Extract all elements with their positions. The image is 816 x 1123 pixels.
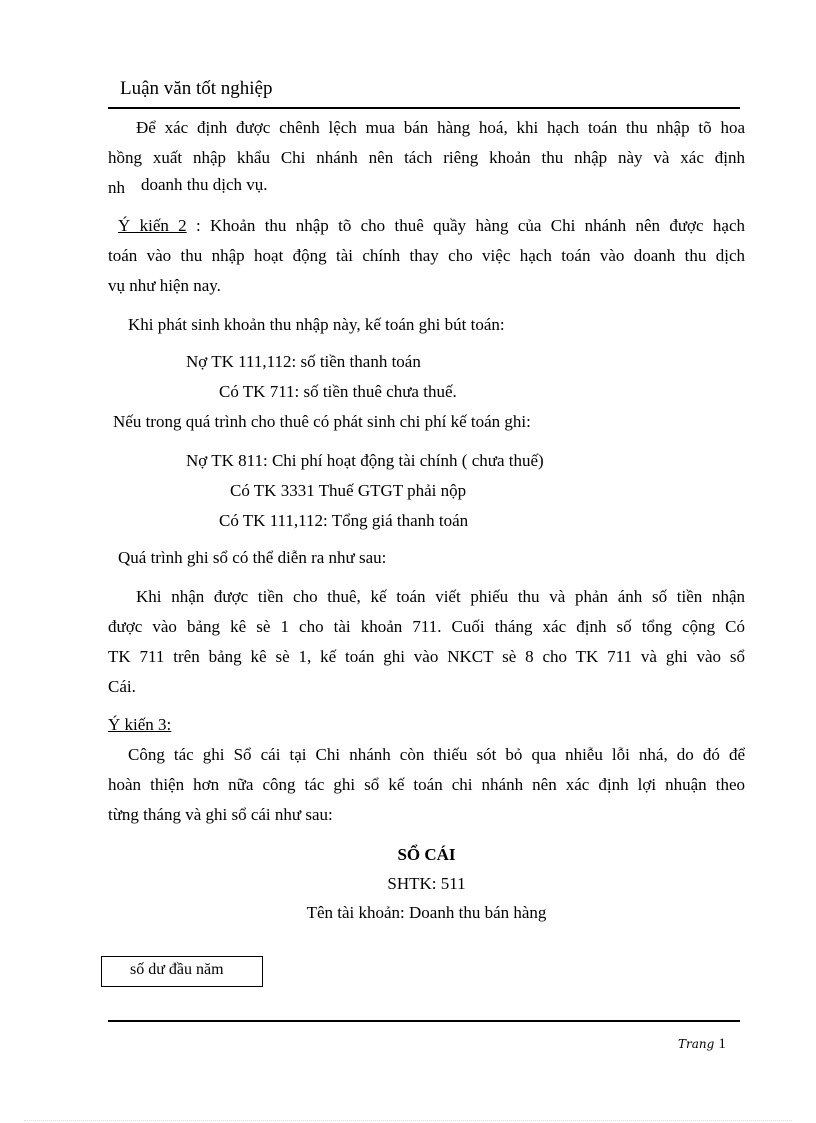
paragraph-line: từng tháng và ghi sổ cái như sau:: [108, 805, 333, 824]
paragraph-line: TK 711 trên bảng kê sè 1, kế toán ghi vào NKCT sè 8 cho TK 711 và ghi vào sổ: [108, 647, 745, 666]
footer-rule: [108, 1020, 740, 1022]
paragraph-line: Để xác định được chênh lệch mua bán hàng hoá, khi hạch toán thu nhập tõ hoa: [136, 118, 745, 137]
fragment-text: nh: [108, 178, 125, 197]
paragraph-line: vụ như hiện nay.: [108, 276, 221, 295]
paragraph-line: Công tác ghi Sổ cái tại Chi nhánh còn thiếu sót bỏ qua nhiễu lỗi nhá, do đó để: [128, 745, 745, 764]
so-cai-shtk: SHTK: 511: [387, 874, 466, 893]
fragment-text: doanh thu dịch vụ.: [141, 175, 268, 194]
paragraph-text: : Khoản thu nhập tõ cho thuê quầy hàng của Chi nhánh nên được hạch: [186, 216, 745, 235]
footer-signature: Trang: [678, 1037, 715, 1051]
text-qua-trinh: Quá trình ghi sổ có thể diễn ra như sau:: [118, 548, 387, 567]
paragraph-line: hồng xuất nhập khẩu Chi nhánh nên tách riêng khoản thu nhập này và xác định: [108, 148, 745, 167]
opening-balance-box: [101, 956, 263, 987]
entry-no-tk-111: Nợ TK 111,112: số tiền thanh toán: [186, 352, 421, 371]
paragraph-y-kien-2: [108, 211, 745, 301]
header-title: Luận văn tốt nghiệp: [120, 78, 273, 99]
opening-balance-label: số dư đầu năm: [130, 961, 224, 978]
paragraph-line: được vào bảng kê sè 1 cho tài khoản 711. Cuối tháng xác định số tổng cộng Có: [108, 617, 745, 636]
entry-no-tk-811: Nợ TK 811: Chi phí hoạt động tài chính ( chưa thuế): [186, 451, 544, 470]
entry-co-tk-111: Có TK 111,112: Tổng giá thanh toán: [219, 511, 469, 530]
heading-y-kien-2: Ý kiến 2: [118, 216, 187, 235]
page-footer: [678, 1036, 726, 1053]
paragraph-line: Cái.: [108, 677, 136, 696]
entry-co-tk-3331: Có TK 3331 Thuế GTGT phải nộp: [230, 481, 467, 500]
page-bottom-edge: [24, 1120, 792, 1121]
paragraph-line: toán vào thu nhập hoạt động tài chính thay cho việc hạch toán vào doanh thu dịch: [108, 246, 745, 265]
header-rule: [108, 107, 740, 109]
text-neu-trong: Nếu trong quá trình cho thuê có phát sinh chi phí kế toán ghi:: [113, 412, 531, 431]
text-khi-phat-sinh: Khi phát sinh khoản thu nhập này, kế toán ghi bút toán:: [128, 315, 505, 334]
page-number: 1: [718, 1036, 726, 1052]
paragraph-line: [108, 173, 745, 203]
paragraph-tien-thue: [108, 582, 745, 702]
heading-y-kien-3: Ý kiến 3:: [108, 715, 172, 734]
paragraph-line: [108, 211, 745, 241]
paragraph-so-cai: [108, 740, 745, 830]
entry-co-tk-711: Có TK 711: số tiền thuê chưa thuế.: [219, 382, 457, 401]
so-cai-title: SỔ CÁI: [397, 845, 456, 864]
paragraph-line: hoàn thiện hơn nữa công tác ghi sổ kế toán chi nhánh nên xác định lợi nhuận theo: [108, 775, 745, 794]
so-cai-account-name: Tên tài khoản: Doanh thu bán hàng: [306, 903, 547, 922]
paragraph-line: Khi nhận được tiền cho thuê, kế toán viết phiếu thu và phản ánh số tiền nhận: [136, 587, 745, 606]
paragraph-intro: [108, 113, 745, 203]
